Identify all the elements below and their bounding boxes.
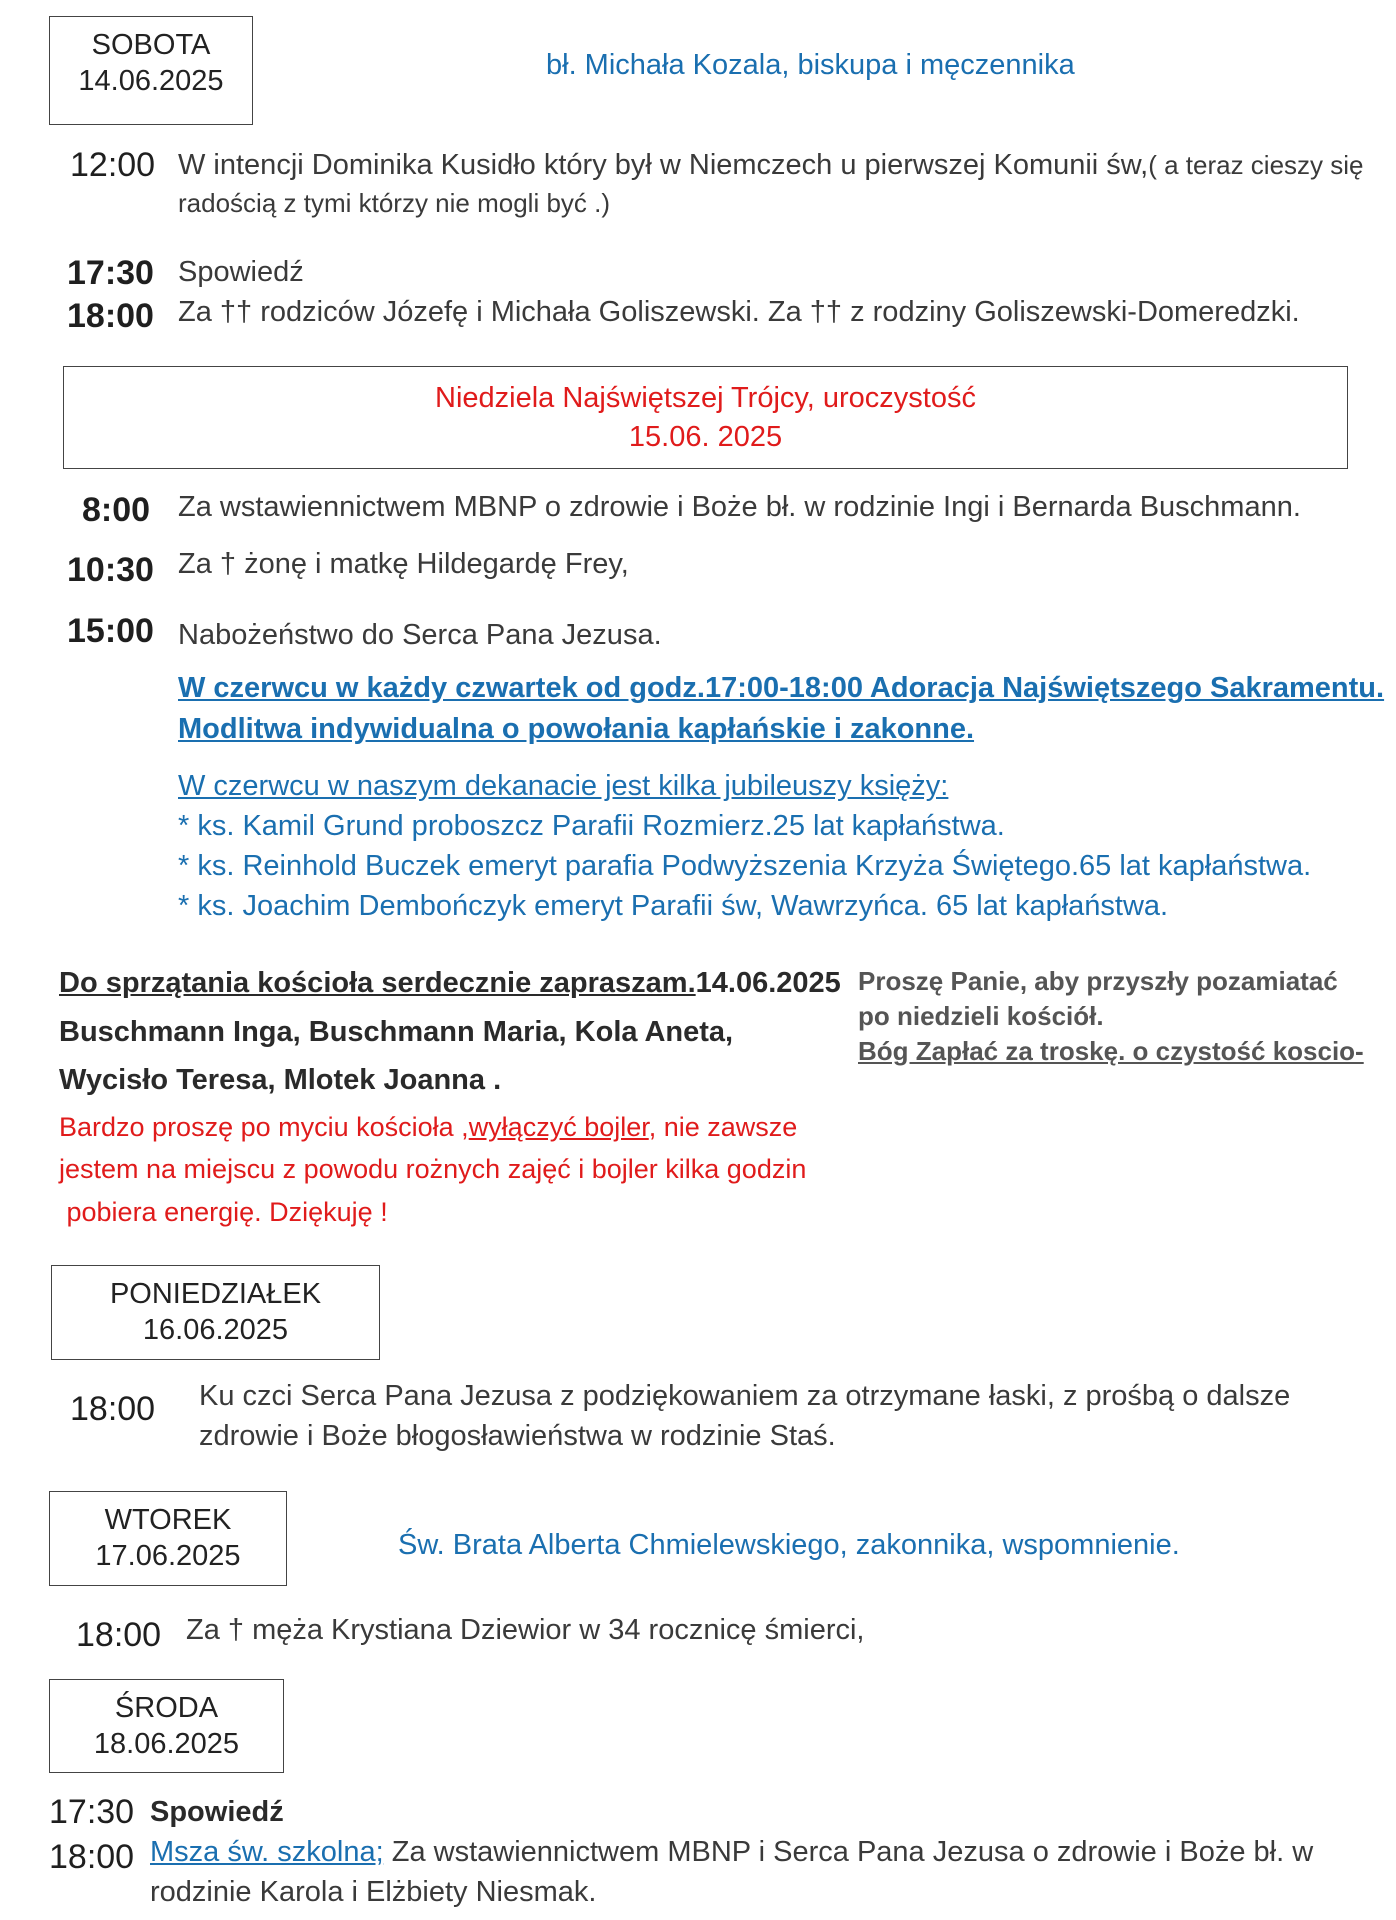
saturday-time-1730: 17:30 xyxy=(67,254,154,292)
wednesday-day: ŚRODA xyxy=(114,1692,219,1724)
wednesday-time-1730: 17:30 xyxy=(49,1793,135,1831)
monday-intention-line2: zdrowie i Boże błogosławieństwa w rodzinie Staś. xyxy=(199,1420,836,1452)
jubilee-item: * ks. Joachim Dembończyk emeryt Parafii św, Wawrzyńca. 65 lat kapłaństwa. xyxy=(178,890,1169,922)
monday-date: 16.06.2025 xyxy=(142,1314,289,1346)
sunday-time-1500: 15:00 xyxy=(67,612,154,650)
side-note-3: Bóg Zapłać za troskę. o czystość koscio- xyxy=(858,1036,1364,1066)
adoration-line-1: W czerwcu w każdy czwartek od godz.17:00-18:00 Adoracja Najświętszego Sakramentu. xyxy=(178,672,1385,704)
saturday-time-1800: 18:00 xyxy=(67,297,154,335)
sunday-devotion-1500: Nabożeństwo do Serca Pana Jezusa. xyxy=(178,619,662,651)
saturday-date: 14.06.2025 xyxy=(78,65,224,97)
saturday-intention-1800: Za †† rodziców Józefę i Michała Goliszewski. Za †† z rodziny Goliszewski-Domeredzki. xyxy=(178,296,1300,328)
monday-intention-line1: Ku czci Serca Pana Jezusa z podziękowaniem za otrzymane łaski, z prośbą o dalsze xyxy=(199,1380,1291,1412)
boiler-note-2: jestem na miejscu z powodu rożnych zajęć i bojler kilka godzin xyxy=(59,1154,807,1184)
sunday-time-0800: 8:00 xyxy=(82,491,151,529)
wednesday-confession: Spowiedź xyxy=(150,1796,284,1828)
jubilee-item: * ks. Kamil Grund proboszcz Parafii Rozmierz.25 lat kapłaństwa. xyxy=(178,810,1005,842)
jubilee-heading: W czerwcu w naszym dekanacie jest kilka jubileuszy księży: xyxy=(178,770,949,802)
cleaning-heading: Do sprzątania kościoła serdecznie zapraszam.14.06.2025 xyxy=(59,967,841,999)
saturday-intention-1200-line2: radością z tymi którzy nie mogli być .) xyxy=(178,188,611,218)
sunday-date: 15.06. 2025 xyxy=(628,421,783,453)
boiler-note-3: pobiera energię. Dziękuję ! xyxy=(59,1197,388,1227)
tuesday-date-box xyxy=(49,1491,287,1586)
tuesday-feast: Św. Brata Alberta Chmielewskiego, zakonnika, wspomnienie. xyxy=(398,1529,1180,1561)
wednesday-date-box xyxy=(49,1679,284,1773)
monday-date-box xyxy=(51,1265,380,1360)
school-mass-link[interactable]: Msza św. szkolna; xyxy=(150,1836,384,1868)
tuesday-date: 17.06.2025 xyxy=(95,1540,241,1572)
wednesday-time-1800: 18:00 xyxy=(49,1838,135,1876)
saturday-confession: Spowiedź xyxy=(178,256,304,288)
sunday-intention-1030: Za † żonę i matkę Hildegardę Frey, xyxy=(178,548,629,580)
side-note-1: Proszę Panie, aby przyszły pozamiatać xyxy=(858,966,1338,996)
saturday-intention-1200-line1: W intencji Dominika Kusidło który był w Niemczech u pierwszej Komunii św,( a teraz cieszy się xyxy=(178,149,1364,181)
boiler-note-1: Bardzo proszę po myciu kościoła ,wyłączyć bojler, nie zawsze xyxy=(59,1112,798,1142)
sunday-header-box xyxy=(63,366,1348,469)
cleaning-names-2: Wycisło Teresa, Mlotek Joanna . xyxy=(59,1064,502,1096)
saturday-time-1200: 12:00 xyxy=(70,146,156,184)
tuesday-intention: Za † męża Krystiana Dziewior w 34 rocznicę śmierci, xyxy=(186,1614,865,1646)
tuesday-day: WTOREK xyxy=(104,1504,232,1536)
saturday-date-box xyxy=(49,16,253,125)
tuesday-time-1800: 18:00 xyxy=(76,1616,162,1654)
cleaning-names-1: Buschmann Inga, Buschmann Maria, Kola Aneta, xyxy=(59,1016,734,1048)
sunday-title: Niedziela Najświętszej Trójcy, uroczystość xyxy=(435,382,976,414)
sunday-time-1030: 10:30 xyxy=(67,551,154,589)
adoration-line-2: Modlitwa indywidualna o powołania kapłańskie i zakonne. xyxy=(178,713,975,745)
saturday-day: SOBOTA xyxy=(91,29,211,61)
saturday-feast: bł. Michała Kozala, biskupa i męczennika xyxy=(546,49,1075,81)
wednesday-date: 18.06.2025 xyxy=(93,1728,240,1760)
monday-time-1800: 18:00 xyxy=(70,1390,156,1428)
sunday-intention-0800: Za wstawiennictwem MBNP o zdrowie i Boże bł. w rodzinie Ingi i Bernarda Buschmann. xyxy=(178,491,1301,523)
wednesday-intention-line1: Msza św. szkolna; Za wstawiennictwem MBNP i Serca Pana Jezusa o zdrowie i Boże bł. w xyxy=(150,1836,1314,1868)
wednesday-intention-line2: rodzinie Karola i Elżbiety Niesmak. xyxy=(150,1876,597,1908)
jubilee-item: * ks. Reinhold Buczek emeryt parafia Podwyższenia Krzyża Świętego.65 lat kapłaństwa. xyxy=(178,850,1312,882)
side-note-2: po niedzieli kościół. xyxy=(858,1001,1104,1031)
monday-day: PONIEDZIAŁEK xyxy=(109,1278,322,1310)
